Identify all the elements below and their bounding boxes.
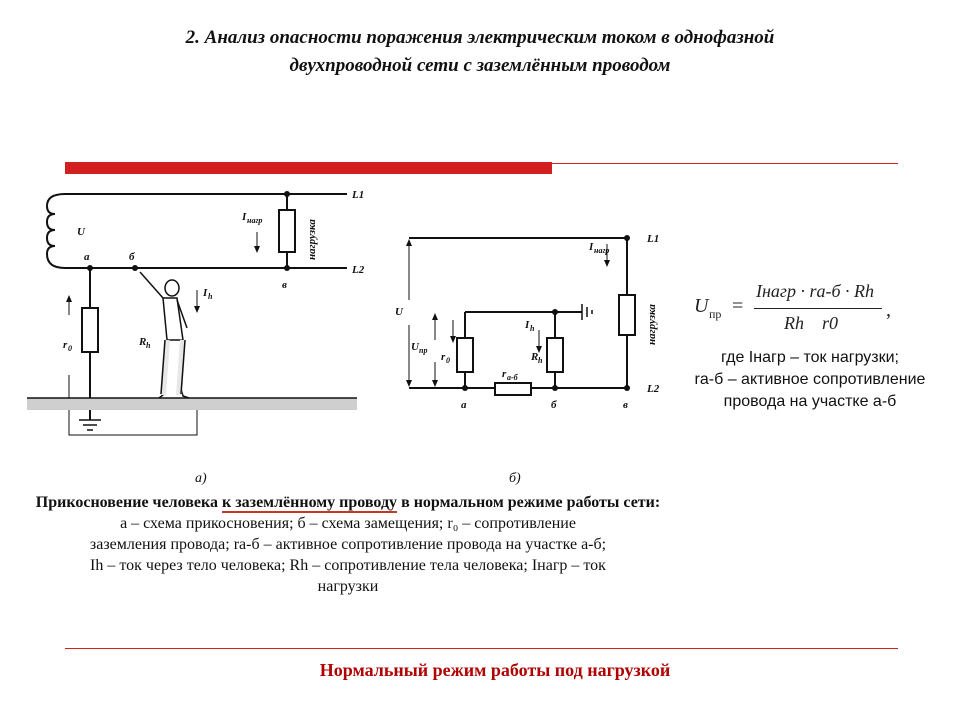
label-r0-sub-a: 0: [68, 344, 72, 353]
formula-eq: =: [732, 295, 744, 317]
label-r0-sub-b: 0: [446, 356, 450, 365]
title-line-2: двухпроводной сети с заземлённым проводом: [289, 55, 671, 76]
label-ih-sub-b: h: [530, 324, 535, 333]
label-ih-sub-a: h: [208, 292, 213, 301]
caption-line-1: а – схема прикосновения; б – схема замещения; r₀ – сопротивление: [120, 515, 576, 532]
human-figure-icon: [140, 272, 189, 398]
label-u-b: U: [395, 306, 403, 318]
node-v-b: в: [623, 399, 628, 411]
bottom-divider-line: [65, 648, 898, 649]
label-load-b: нагрузка: [646, 304, 658, 345]
formula-tail: ,: [886, 299, 891, 321]
label-iload-sub-b: нагр: [594, 246, 610, 255]
caption-head-underlined: к заземлённому проводу: [221, 494, 398, 511]
label-l1-a: L1: [352, 189, 365, 201]
legend-line-2: rа-б – активное сопротивление: [694, 371, 926, 388]
label-iload-b: I: [589, 241, 594, 253]
formula-denominator: Rh r0: [784, 313, 838, 333]
red-divider-bar: [65, 162, 552, 174]
label-l1-b: L1: [647, 233, 660, 245]
rh-resistor-b: [547, 338, 563, 372]
load-resistor-b: [619, 295, 635, 335]
caption-line-3: Ih – ток через тело человека; Rh – сопротивление тела человека; Iнагр – ток: [90, 557, 606, 574]
label-r0-a: r: [63, 339, 68, 351]
label-r0-b: r: [441, 351, 446, 363]
caption-head-part3: в нормальном режиме работы сети:: [397, 494, 661, 511]
label-upr-sub-b: пр: [419, 346, 428, 355]
node-v-a: в: [282, 279, 287, 291]
label-load-a: нагрузка: [306, 219, 318, 260]
title-line-1: 2. Анализ опасности поражения электрическим током в однофазной: [185, 27, 775, 48]
thin-divider-line: [552, 163, 898, 164]
caption-b: б): [509, 471, 521, 486]
slide-title: [80, 24, 880, 80]
load-resistor-a: [279, 210, 295, 252]
label-l2-b: L2: [647, 383, 660, 395]
caption-head-part1: Прикосновение человека: [35, 494, 222, 511]
diagram-a-nodes: [87, 191, 290, 271]
label-rh-a: R: [139, 336, 147, 348]
label-rh-sub-b: h: [538, 356, 543, 365]
source-coil: [47, 194, 65, 268]
label-iload-a: I: [242, 211, 247, 223]
node-b-a: б: [129, 251, 135, 263]
caption-line-2: заземления провода; rа-б – активное сопротивление провода на участке а-б;: [89, 536, 607, 553]
formula-legend: [670, 347, 950, 413]
node-b-b: б: [551, 399, 557, 411]
diagram-b: [409, 238, 635, 395]
label-rh-sub-a: h: [146, 341, 151, 350]
formula-lhs: U: [694, 295, 709, 317]
label-ih-a: I: [203, 287, 208, 299]
rab-resistor-b: [495, 383, 531, 395]
node-a-a: а: [84, 251, 90, 263]
node-a-b: а: [461, 399, 467, 411]
label-ih-b: I: [525, 319, 530, 331]
label-upr-b: U: [411, 341, 419, 353]
legend-line-1: где Iнагр – ток нагрузки;: [721, 349, 899, 366]
label-iload-sub-a: нагр: [247, 216, 263, 225]
figure-caption: [30, 492, 666, 597]
ground-surface: [27, 398, 357, 410]
label-rab-sub-b: а-б: [507, 373, 518, 382]
legend-line-3: провода на участке а-б: [723, 393, 897, 410]
formula-lhs-sub: пр: [709, 307, 722, 321]
caption-a: а): [195, 471, 207, 486]
label-rab-b: r: [502, 368, 507, 380]
caption-heading: [30, 492, 666, 513]
formula-numerator: Iнагр · rа-б · Rh: [756, 281, 874, 301]
r0-resistor-b: [457, 338, 473, 372]
label-rh-b: R: [531, 351, 539, 363]
label-l2-a: L2: [352, 264, 365, 276]
caption-line-4: нагрузки: [317, 578, 379, 595]
footer-title: Нормальный режим работы под нагрузкой: [319, 660, 671, 680]
label-u-a: U: [77, 226, 85, 238]
formula-fraction-bar: [754, 308, 882, 309]
r0-resistor-a: [82, 308, 98, 352]
voltage-formula: [690, 283, 920, 343]
